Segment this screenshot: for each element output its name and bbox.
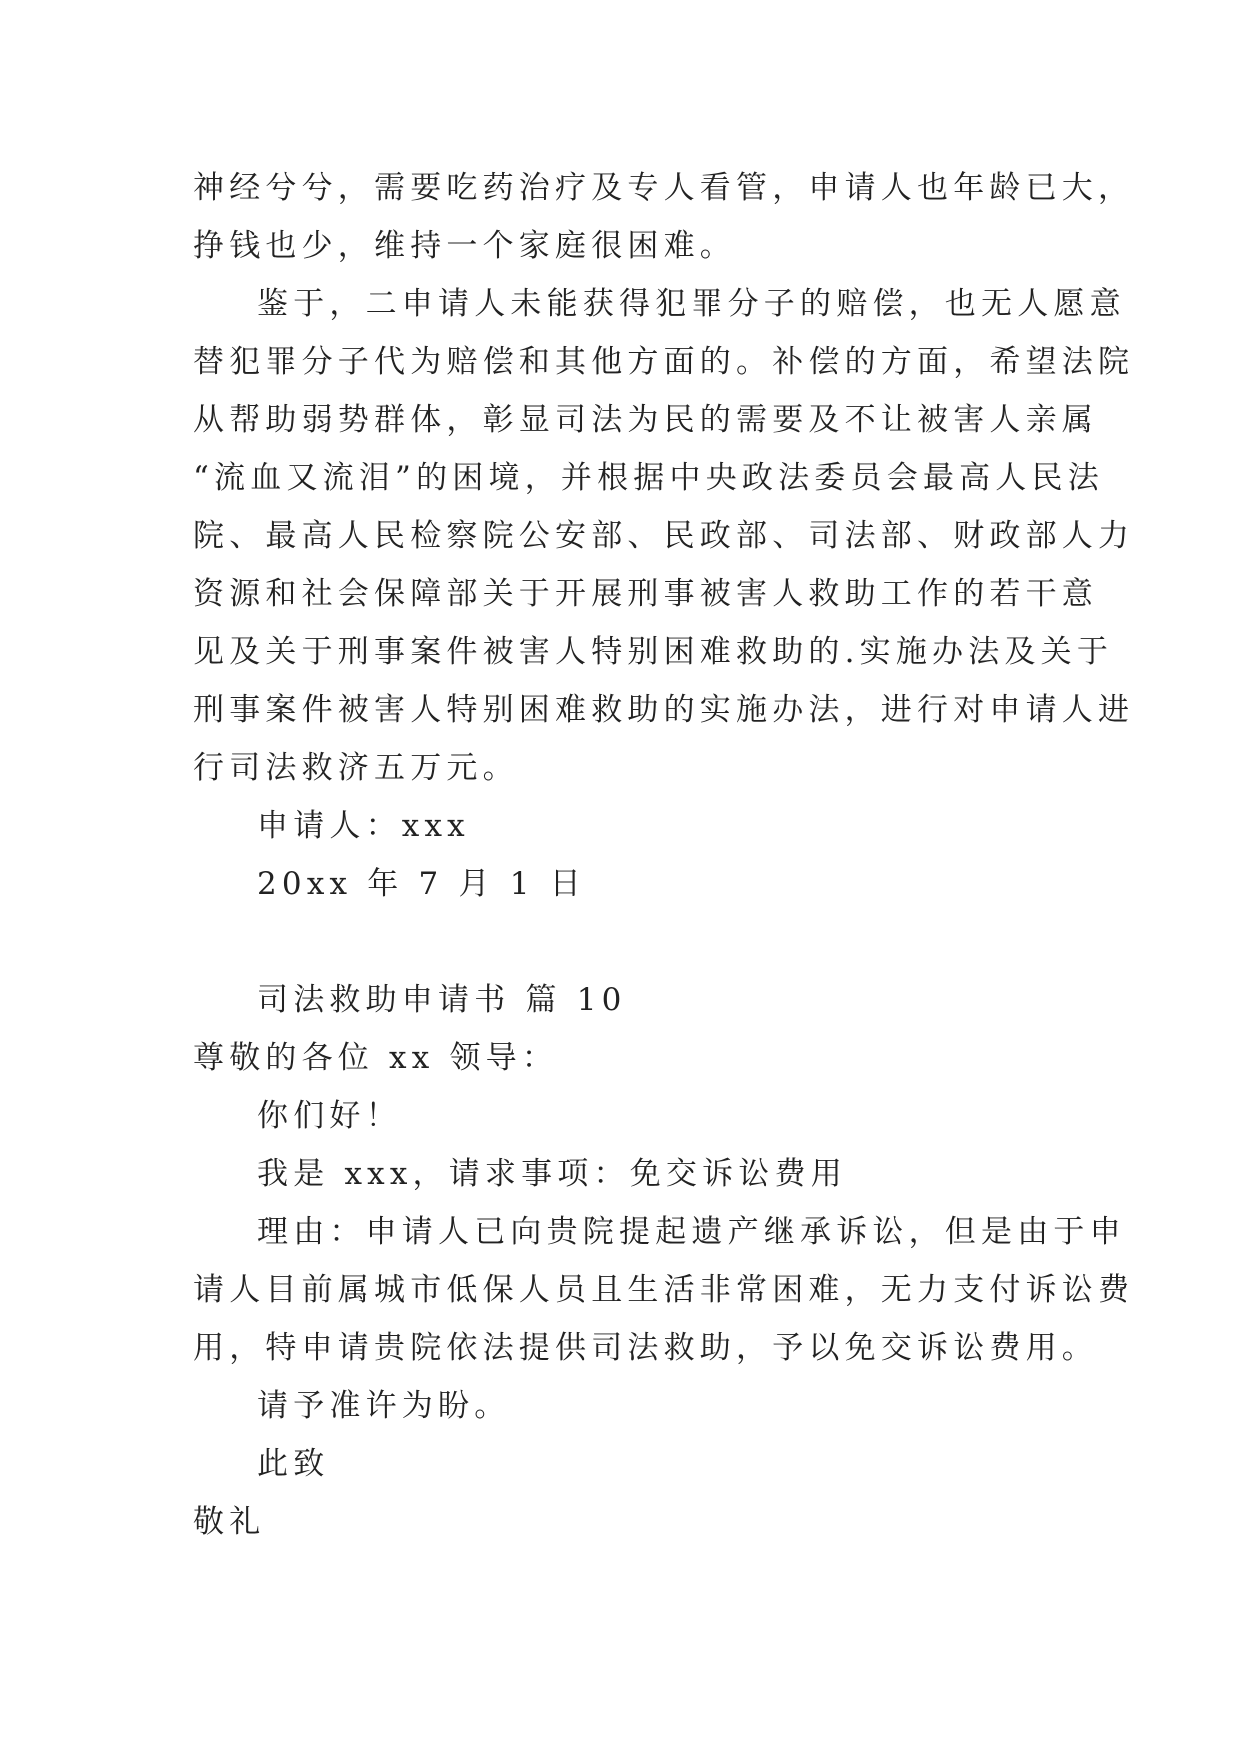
paragraph-line: 替犯罪分子代为赔偿和其他方面的。补偿的方面，希望法院: [193, 344, 1135, 380]
section-title: 司法救助申请书 篇 10: [257, 982, 627, 1018]
greeting: 你们好！: [257, 1098, 402, 1134]
paragraph-line: 刑事案件被害人特别困难救助的实施办法，进行对申请人进: [193, 692, 1135, 728]
paragraph-line: 用，特申请贵院依法提供司法救助，予以免交诉讼费用。: [193, 1330, 1098, 1366]
paragraph-line: 院、最高人民检察院公安部、民政部、司法部、财政部人力: [193, 518, 1135, 554]
applicant-signature: 申请人：xxx: [257, 808, 470, 844]
paragraph-line: 理由：申请人已向贵院提起遗产继承诉讼，但是由于申: [257, 1214, 1126, 1250]
paragraph-line: 资源和社会保障部关于开展刑事被害人救助工作的若干意: [193, 576, 1098, 612]
request-line: 我是 xxx，请求事项：免交诉讼费用: [257, 1156, 847, 1192]
signature-date: 20xx 年 7 月 1 日: [257, 866, 586, 902]
paragraph-line: 见及关于刑事案件被害人特别困难救助的.实施办法及关于: [193, 634, 1114, 670]
paragraph-line: “流血又流泪”的困境，并根据中央政法委员会最高人民法: [193, 460, 1104, 496]
closing-regards: 敬礼: [193, 1504, 266, 1540]
paragraph-line: 鉴于，二申请人未能获得犯罪分子的赔偿，也无人愿意: [257, 286, 1126, 322]
paragraph-line: 挣钱也少，维持一个家庭很困难。: [193, 228, 736, 264]
paragraph-line: 行司法救济五万元。: [193, 750, 519, 786]
closing-line: 此致: [257, 1446, 330, 1482]
salutation: 尊敬的各位 xx 领导：: [193, 1040, 559, 1076]
paragraph-line: 从帮助弱势群体，彰显司法为民的需要及不让被害人亲属: [193, 402, 1098, 438]
paragraph-line: 请予准许为盼。: [257, 1388, 511, 1424]
paragraph-line: 请人目前属城市低保人员且生活非常困难，无力支付诉讼费: [193, 1272, 1135, 1308]
paragraph-line: 神经兮兮，需要吃药治疗及专人看管，申请人也年龄已大，: [193, 170, 1135, 206]
